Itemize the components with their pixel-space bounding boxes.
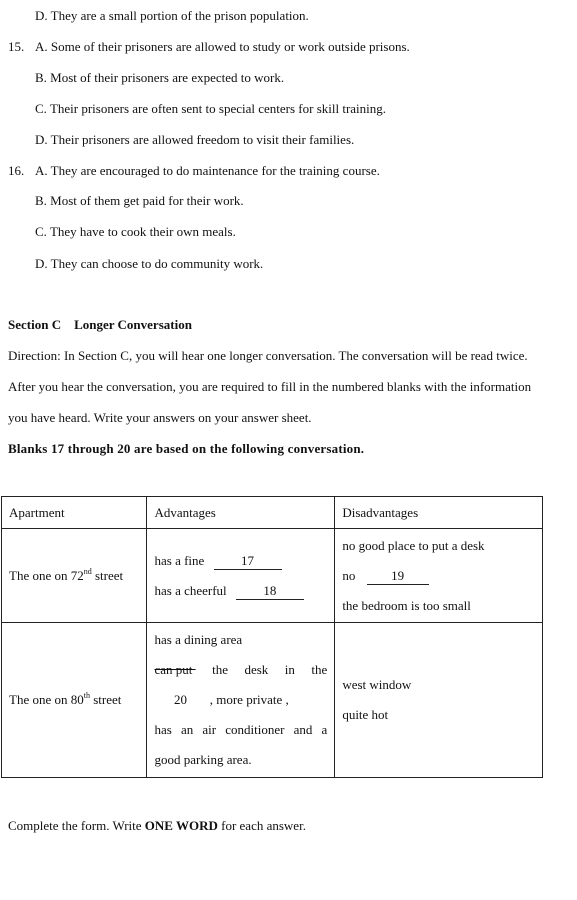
- advantage-text: has a cheerful: [154, 582, 227, 598]
- advantage-word: the: [212, 662, 228, 677]
- header-disadvantages: Disadvantages: [335, 497, 543, 529]
- advantage-line: good parking area.: [154, 752, 252, 767]
- struck-text: can put: [154, 662, 196, 677]
- option-text: They can choose to do community work.: [50, 256, 264, 271]
- option-14-d: [35, 8, 309, 24]
- option-16-a: [35, 163, 380, 179]
- advantage-line: has a dining area: [154, 632, 243, 647]
- header-apartment: Apartment: [2, 497, 147, 529]
- ordinal-suffix: nd: [83, 566, 92, 576]
- option-16-b: [35, 193, 244, 209]
- advantage-word: conditioner: [225, 722, 285, 737]
- advantage-word: desk: [244, 662, 269, 677]
- advantage-line: [154, 715, 327, 745]
- header-advantages: Advantages: [147, 497, 335, 529]
- advantage-text: has a fine: [154, 552, 205, 568]
- disadvantage-line: no good place to put a desk: [342, 537, 485, 553]
- option-text: Some of their prisoners are allowed to study or work outside prisons.: [50, 39, 410, 54]
- direction-line-3: you have heard. Write your answers on your answer sheet.: [8, 410, 312, 425]
- option-text: They are a small portion of the prison population.: [50, 8, 309, 23]
- option-15-a: [35, 39, 410, 55]
- advantage-line: [154, 546, 327, 576]
- blank-19: 19: [367, 569, 429, 585]
- option-text: Most of their prisoners are expected to work.: [50, 70, 285, 85]
- option-letter: A.: [35, 163, 48, 178]
- apartment-street: street: [89, 692, 122, 707]
- option-letter: D.: [35, 132, 48, 147]
- advantage-word: and: [293, 722, 313, 737]
- advantages-80th: [147, 623, 335, 778]
- answer-form-table: [1, 496, 543, 778]
- disadvantages-72nd: [335, 529, 543, 623]
- option-letter: A.: [35, 39, 48, 54]
- option-15-b: [35, 70, 284, 86]
- advantage-word: the: [311, 662, 328, 677]
- disadvantage-line: the bedroom is too small: [342, 597, 471, 613]
- option-text: Most of them get paid for their work.: [50, 193, 244, 208]
- option-text: Their prisoners are allowed freedom to visit their families.: [50, 132, 355, 147]
- disadvantages-80th: [335, 623, 543, 778]
- option-letter: C.: [35, 224, 47, 239]
- advantage-line: [154, 576, 327, 606]
- option-letter: C.: [35, 101, 47, 116]
- ordinal-suffix: th: [83, 691, 90, 700]
- apartment-street: street: [91, 567, 124, 583]
- disadvantage-line: quite hot: [342, 707, 389, 722]
- blank-20: 20: [173, 692, 187, 707]
- option-letter: D.: [35, 256, 48, 271]
- option-15-d: [35, 132, 354, 148]
- advantage-text: , more private ,: [209, 692, 289, 707]
- option-letter: D.: [35, 8, 48, 23]
- form-instruction: [8, 818, 306, 834]
- instruction-text: for each answer.: [217, 818, 306, 833]
- option-16-c: [35, 224, 236, 240]
- option-letter: B.: [35, 193, 47, 208]
- question-number-16: 16.: [8, 163, 25, 178]
- apartment-label: The one on 72: [9, 567, 84, 583]
- table-row: [2, 623, 543, 778]
- instruction-text: Complete the form. Write: [8, 818, 145, 833]
- advantage-word: an: [180, 722, 194, 737]
- apartment-label: The one on 80: [9, 692, 84, 707]
- instruction-emphasis: ONE WORD: [144, 818, 218, 833]
- table-row: [2, 529, 543, 623]
- option-text: Their prisoners are often sent to special centers for skill training.: [49, 101, 387, 116]
- option-16-d: [35, 256, 263, 272]
- apartment-72nd: [2, 529, 147, 623]
- blank-17: 17: [214, 554, 282, 570]
- table-header-row: [2, 497, 543, 529]
- disadvantage-text: no: [342, 567, 356, 583]
- blanks-note: Blanks 17 through 20 are based on the following conversation.: [8, 441, 365, 456]
- apartment-80th: [2, 623, 147, 778]
- advantage-word: a: [321, 722, 328, 737]
- advantage-line: [154, 685, 327, 715]
- advantage-word: has: [154, 722, 172, 737]
- direction-line-1: Direction: In Section C, you will hear one longer conversation. The conversation will be read twice.: [8, 348, 528, 363]
- option-15-c: [35, 101, 386, 117]
- option-text: They are encouraged to do maintenance for the training course.: [50, 163, 380, 178]
- advantage-word: in: [284, 662, 295, 677]
- option-text: They have to cook their own meals.: [49, 224, 236, 239]
- advantage-line: [154, 655, 327, 685]
- option-letter: B.: [35, 70, 47, 85]
- disadvantage-line: west window: [342, 677, 412, 692]
- advantages-72nd: [147, 529, 335, 623]
- advantage-word: air: [202, 722, 217, 737]
- section-title: Section C Longer Conversation: [8, 317, 192, 332]
- direction-line-2: After you hear the conversation, you are required to fill in the numbered blanks with the information: [8, 379, 532, 394]
- blank-18: 18: [236, 584, 304, 600]
- question-number-15: 15.: [8, 39, 25, 54]
- disadvantage-line: [342, 561, 535, 591]
